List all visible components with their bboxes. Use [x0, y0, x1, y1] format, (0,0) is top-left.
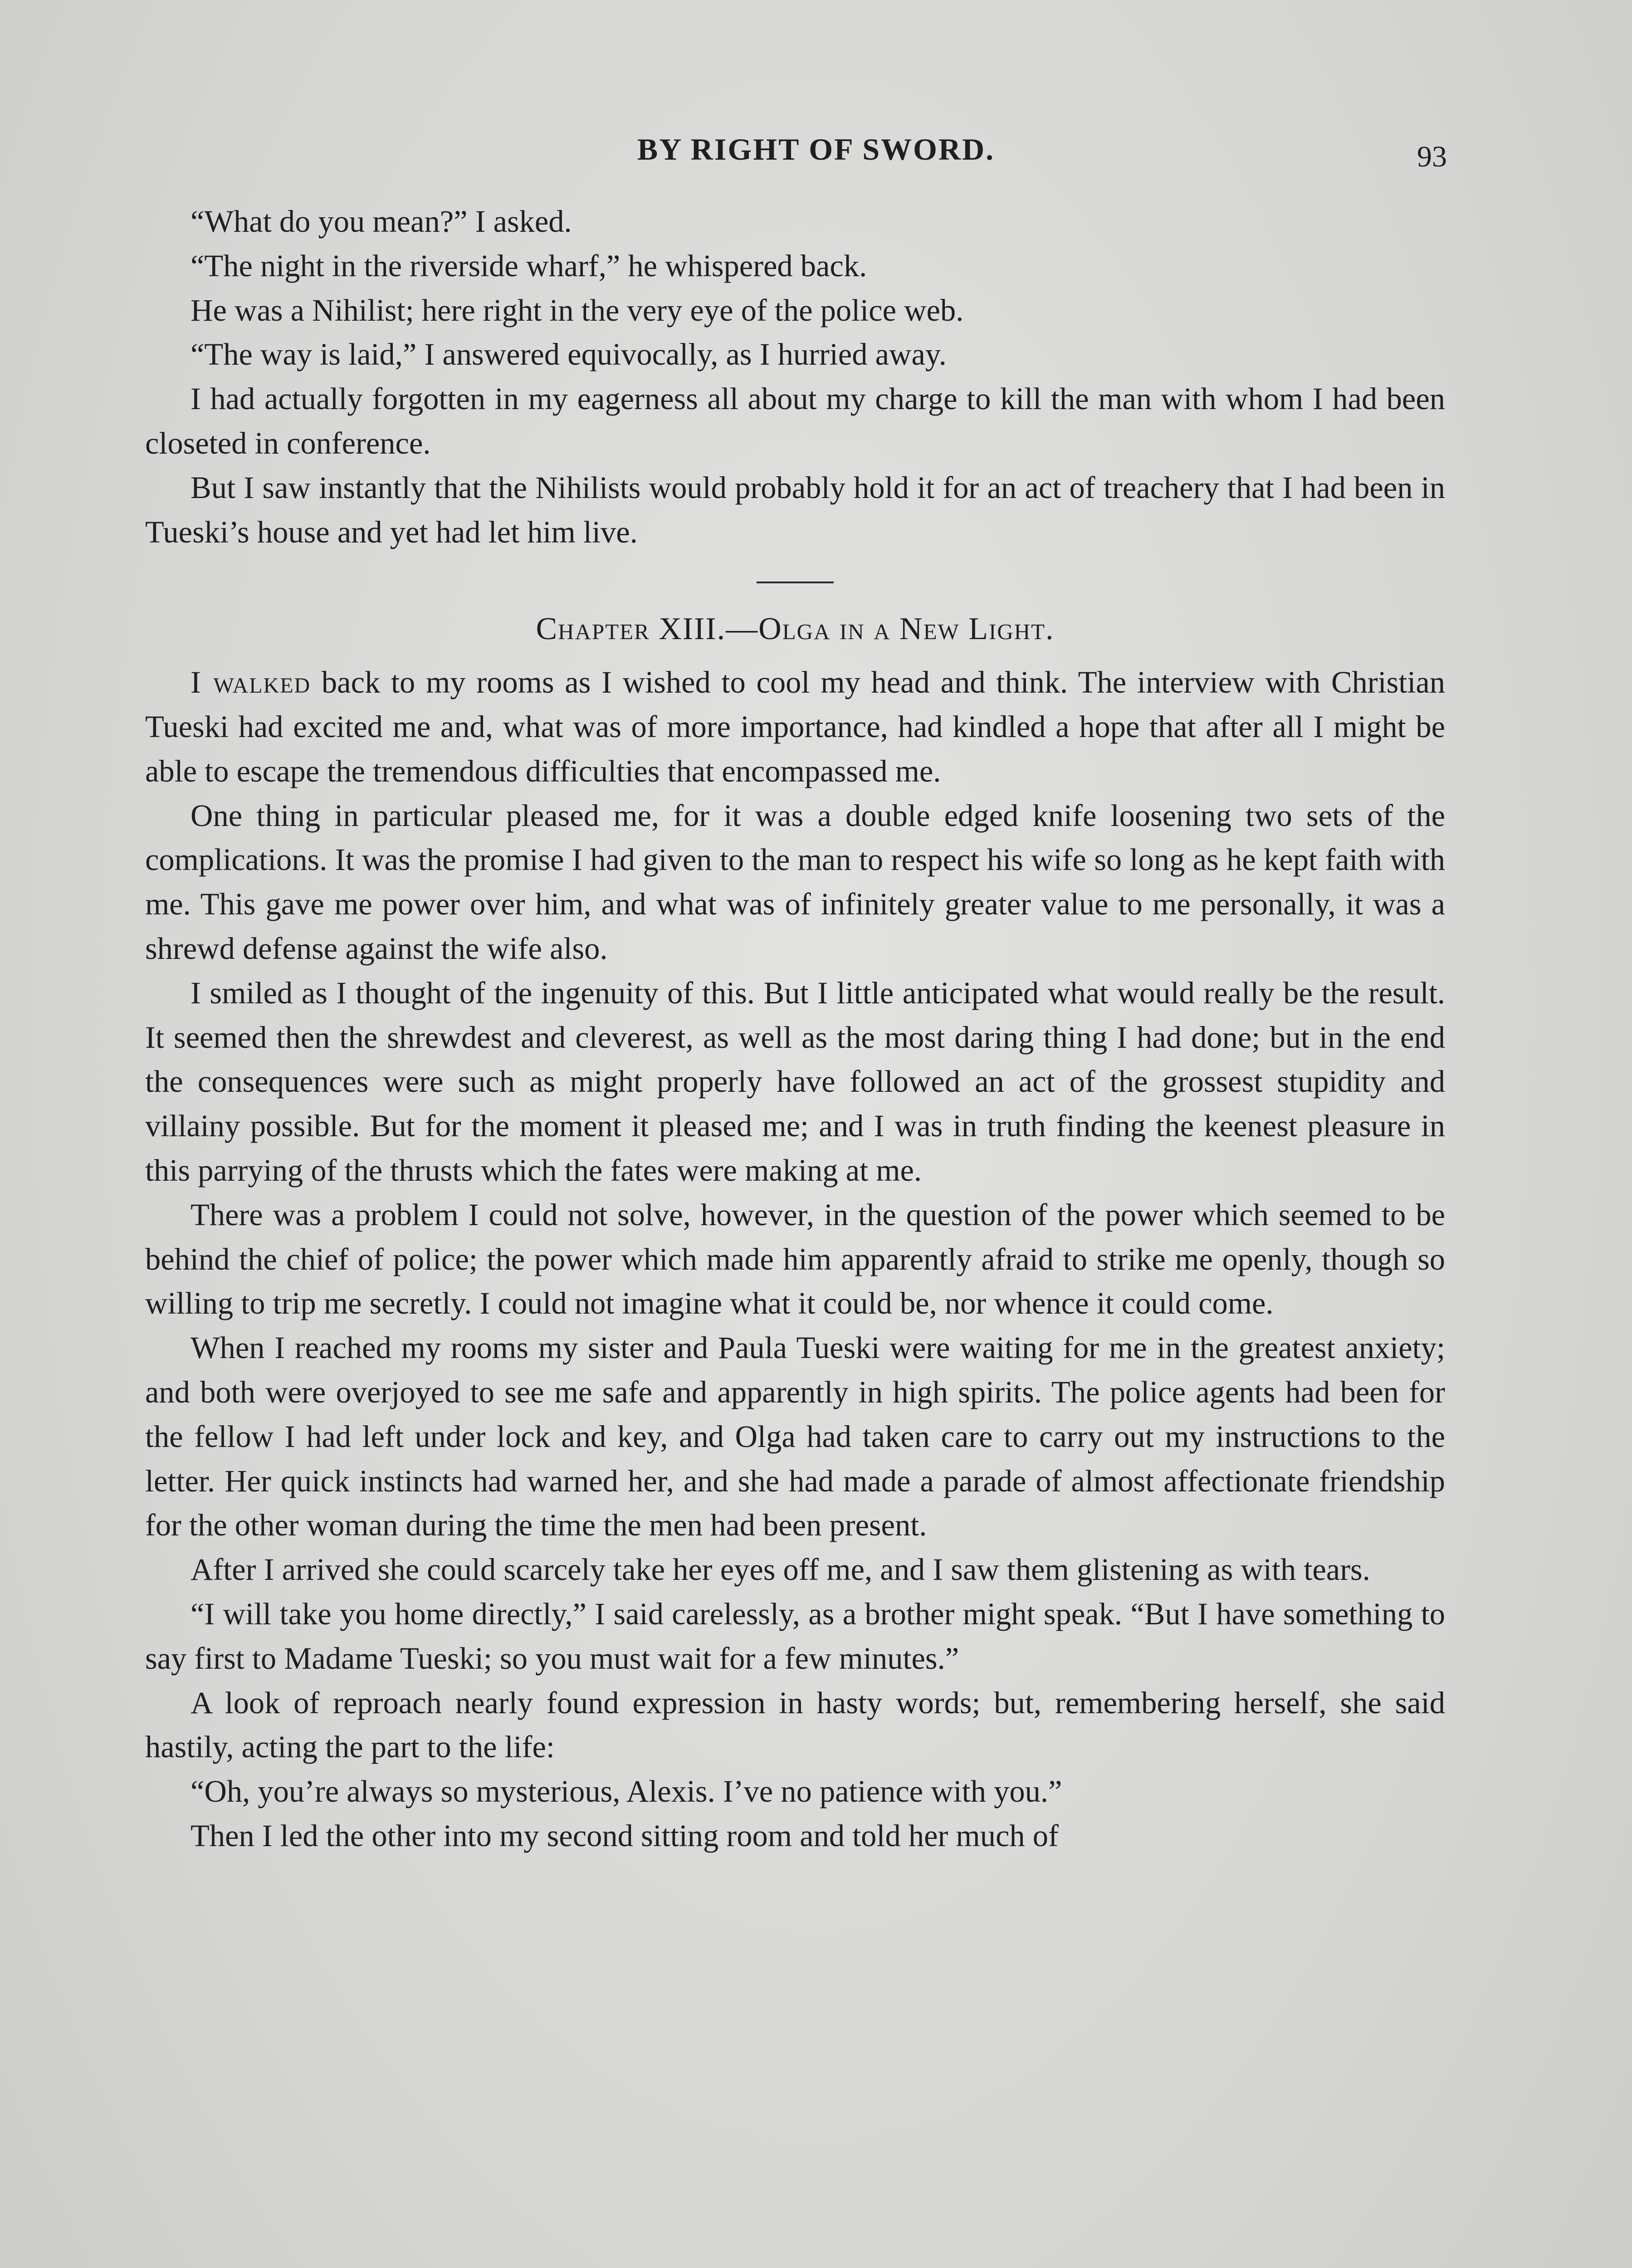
paragraph-text: back to my rooms as I wished to cool my head and think. The interview with Christian Tueski had excited me and, what was of more importance, had kindled a hope that after all I might be able to escape the tremendous difficulties that encompassed me.	[145, 665, 1445, 788]
paragraph: He was a Nihilist; here right in the very eye of the police web.	[191, 293, 964, 327]
paragraph: When I reached my rooms my sister and Paula Tueski were waiting for me in the greatest anxiety; and both were overjoyed to see me safe and apparently in high spirits. The police agents had been for the fellow I had left under lock and key, and Olga had taken care to carry out my instructions to the letter. Her quick instincts had warned her, and she had made a parade of almost affectionate friendship for the other woman during the time the men had been present.	[145, 1330, 1445, 1543]
paragraph: Then I led the other into my second sitting room and told her much of	[191, 1818, 1059, 1853]
paragraph: One thing in particular pleased me, for it was a double edged knife loosening two sets of the complications. It was the promise I had given to the man to respect his wife so long as he kept faith with me. This gave me power over him, and what was of infinitely greater value to me personally, it was a shrewd defense against the wife also.	[145, 798, 1445, 966]
paragraph: A look of reproach nearly found expression in hasty words; but, remembering herself, she said hastily, acting the part to the life:	[145, 1685, 1445, 1765]
paragraph: “Oh, you’re always so mysterious, Alexis. I’ve no patience with you.”	[191, 1774, 1062, 1809]
paragraph: I smiled as I thought of the ingenuity of this. But I little anticipated what would really be the result. It seemed then the shrewdest and cleverest, as well as the most daring thing I had done; but in the end the consequences were such as might properly have followed an act of the grossest stupidity and villainy possible. But for the moment it pleased me; and I was in truth finding the keenest pleasure in this parrying of the thrusts which the fates were making at me.	[145, 975, 1445, 1188]
paragraph: There was a problem I could not solve, however, in the question of the power which seemed to be behind the chief of police; the power which made him apparently afraid to strike me openly, though so willing to trip me secretly. I could not imagine what it could be, nor whence it could come.	[145, 1197, 1445, 1321]
section-divider	[757, 582, 834, 583]
page-body	[145, 200, 1445, 1858]
paragraph: But I saw instantly that the Nihilists would probably hold it for an act of treachery that I had been in Tueski’s house and yet had let him live.	[145, 470, 1445, 549]
paragraph: I had actually forgotten in my eagerness all about my charge to kill the man with whom I had been closeted in conference.	[145, 381, 1445, 460]
page-number: 93	[1417, 140, 1447, 173]
page-header	[0, 127, 1632, 177]
paragraph: After I arrived she could scarcely take her eyes off me, and I saw them glistening as with tears.	[191, 1552, 1370, 1587]
chapter-heading: Chapter XIII.—Olga in a New Light.	[536, 611, 1055, 647]
paragraph-lead-in: I walked	[191, 665, 311, 700]
chapter-first-paragraph	[145, 660, 1445, 793]
paragraph: “The way is laid,” I answered equivocally, as I hurried away.	[191, 337, 947, 372]
paragraph: “I will take you home directly,” I said carelessly, as a brother might speak. “But I have something to say first to Madame Tueski; so you must wait for a few minutes.”	[145, 1596, 1445, 1676]
running-title: BY RIGHT OF SWORD.	[637, 132, 995, 166]
paragraph: “What do you mean?” I asked.	[191, 204, 572, 239]
paragraph: “The night in the riverside wharf,” he whispered back.	[191, 248, 867, 283]
